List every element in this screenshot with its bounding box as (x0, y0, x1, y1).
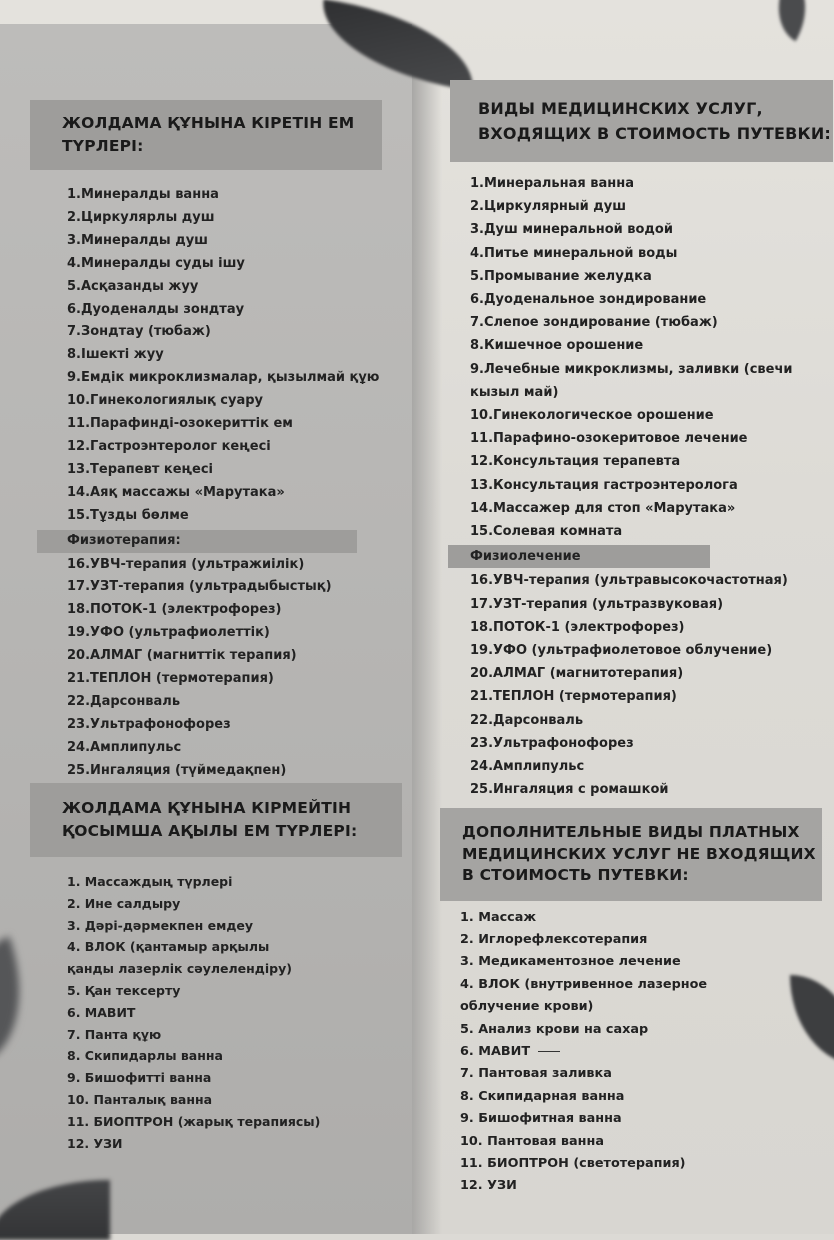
list-item: 18.ПОТОК-1 (электрофорез) (67, 602, 282, 618)
section-heading: ВИДЫ МЕДИЦИНСКИХ УСЛУГ, ВХОДЯЩИХ В СТОИМОСТЬ ПУТЕВКИ: (450, 80, 833, 162)
list-item: 18.ПОТОК-1 (электрофорез) (470, 619, 685, 635)
list-item: 11. БИОПТРОН (жарық терапиясы) (67, 1113, 321, 1129)
list-item: 11.Парафинді-озокериттік ем (67, 416, 293, 432)
list-item: 19.УФО (ультрафиолетовое облучение) (470, 643, 773, 659)
list-item: 24.Амплипульс (67, 739, 182, 755)
list-item: 3.Минералды душ (67, 232, 208, 248)
list-item: 25.Ингаляция с ромашкой (470, 782, 669, 798)
list-item: 12. УЗИ (67, 1135, 123, 1151)
list-item: 7. Пантовая заливка (460, 1066, 612, 1082)
list-item: 7. Панта құю (67, 1026, 162, 1042)
list-item: 20.АЛМАГ (магниттік терапия) (67, 648, 297, 664)
list-item: 3.Душ минеральной водой (470, 222, 673, 238)
list-item-text: 6. МАВИТ (460, 1043, 531, 1059)
list-item: 5.Промывание желудка (470, 268, 652, 284)
physio-subheading: Физиолечение (448, 545, 710, 568)
list-item: 7.Зондтау (тюбаж) (67, 324, 211, 340)
list-item: 23.Ультрафонофорез (470, 735, 634, 751)
list-item: 8. Скипидарная ванна (460, 1088, 625, 1104)
list-item: 8.Ішекті жуу (67, 347, 164, 363)
list-item: 10.Гинекологическое орошение (470, 408, 714, 424)
section-heading: ЖОЛДАМА ҚҰНЫНА КІРМЕЙТІН ҚОСЫМША АҚЫЛЫ ЕМ ТҮРЛЕРІ: (30, 783, 402, 857)
list-item: 17.УЗТ-терапия (ультразвуковая) (470, 596, 724, 612)
list-item: 2.Циркулярлы душ (67, 209, 215, 225)
list-item: 10.Гинекологиялық суару (67, 393, 264, 409)
list-item: 15.Солевая комната (470, 524, 623, 540)
pen-mark (538, 1051, 560, 1052)
list-item: 8.Кишечное орошение (470, 338, 644, 354)
list-item: 15.Тұзды бөлме (67, 507, 189, 523)
list-item: 5.Асқазанды жуу (67, 278, 199, 294)
list-item: 13.Терапевт кеңесі (67, 461, 213, 477)
list-item: 6.Дуоденалды зондтау (67, 301, 245, 317)
list-item: 3. Дәрі-дәрмекпен емдеу (67, 917, 254, 933)
list-item: 6. МАВИТ (67, 1004, 136, 1020)
list-item: 4. ВЛОК (внутривенное лазерное облучение крови) (460, 976, 708, 1015)
section-heading: ЖОЛДАМА ҚҰНЫНА КІРЕТІН ЕМ ТҮРЛЕРІ: (30, 100, 382, 170)
section-heading: ДОПОЛНИТЕЛЬНЫЕ ВИДЫ ПЛАТНЫХ МЕДИЦИНСКИХ УСЛУГ НЕ ВХОДЯЩИХ В СТОИМОСТЬ ПУТЕВКИ: (440, 808, 822, 901)
list-item: 19.УФО (ультрафиолеттік) (67, 625, 270, 641)
list-item: 20.АЛМАГ (магнитотерапия) (470, 666, 684, 682)
services-list (67, 871, 410, 1154)
list-item: 25.Ингаляция (түймедақпен) (67, 762, 287, 778)
list-item: 14.Массажер для стоп «Марутака» (470, 500, 736, 516)
list-item: 9. Бишофитті ванна (67, 1070, 212, 1086)
list-item: 7.Слепое зондирование (тюбаж) (470, 315, 718, 331)
services-list (470, 172, 834, 801)
list-item: 3. Медикаментозное лечение (460, 954, 681, 970)
list-item: 22.Дарсонваль (470, 712, 584, 728)
list-item: 4.Минералды суды ішу (67, 255, 245, 271)
services-list (67, 184, 405, 783)
additional-services-ru (440, 808, 834, 1198)
list-item: 13.Консультация гастроэнтеролога (470, 477, 738, 493)
list-item: 5. Анализ крови на сахар (460, 1021, 649, 1037)
list-item: 24.Амплипульс (470, 759, 585, 775)
list-item: 4. ВЛОК (қантамыр арқылы қанды лазерлік сәулелендіру) (67, 939, 292, 977)
list-item: 1. Массаждың түрлері (67, 874, 233, 889)
services-list (460, 907, 834, 1198)
physio-subheading: Физиотерапия: (37, 530, 357, 553)
list-item: 22.Дарсонваль (67, 693, 181, 709)
list-item: 16.УВЧ-терапия (ультравысокочастотная) (470, 573, 788, 589)
list-item: 9. Бишофитная ванна (460, 1111, 622, 1127)
list-item: 16.УВЧ-терапия (ультражиілік) (67, 556, 305, 572)
list-item: 14.Аяқ массажы «Марутака» (67, 484, 285, 500)
list-item: 10. Пантовая ванна (460, 1133, 604, 1149)
list-item: 11.Парафино-озокеритовое лечение (470, 431, 748, 447)
list-item: 10. Панталық ванна (67, 1091, 213, 1107)
included-services-kk (35, 100, 405, 783)
list-item: 12.Консультация терапевта (470, 454, 681, 470)
list-item: 12. УЗИ (460, 1178, 517, 1194)
list-item: 8. Скипидарлы ванна (67, 1048, 223, 1064)
list-item: 12.Гастроэнтеролог кеңесі (67, 438, 271, 454)
list-item: 4.Питье минеральной воды (470, 245, 678, 261)
list-item: 17.УЗТ-терапия (ультрадыбыстық) (67, 579, 332, 595)
list-item: 2. Иглорефлексотерапия (460, 931, 648, 947)
list-item: 5. Қан тексерту (67, 982, 181, 998)
list-item: 21.ТЕПЛОН (термотерапия) (470, 689, 677, 705)
included-services-ru (450, 80, 834, 801)
list-item: 1.Минеральная ванна (470, 176, 635, 191)
fold-shadow (412, 60, 442, 1234)
list-item: 2.Циркулярный душ (470, 199, 627, 215)
list-item: 2. Ине салдыру (67, 895, 181, 911)
list-item: 23.Ультрафонофорез (67, 716, 231, 732)
list-item: 11. БИОПТРОН (светотерапия) (460, 1155, 686, 1171)
list-item: 21.ТЕПЛОН (термотерапия) (67, 671, 274, 687)
list-item: 1. Массаж (460, 909, 537, 925)
list-item: 9.Емдік микроклизмалар, қызылмай құю (67, 370, 380, 386)
list-item: 1.Минералды ванна (67, 187, 219, 202)
list-item (460, 1041, 834, 1063)
additional-services-kk (35, 783, 410, 1154)
list-item: 9.Лечебные микроклизмы, заливки (свечи кызыл май) (470, 361, 793, 400)
list-item: 6.Дуоденальное зондирование (470, 292, 707, 308)
